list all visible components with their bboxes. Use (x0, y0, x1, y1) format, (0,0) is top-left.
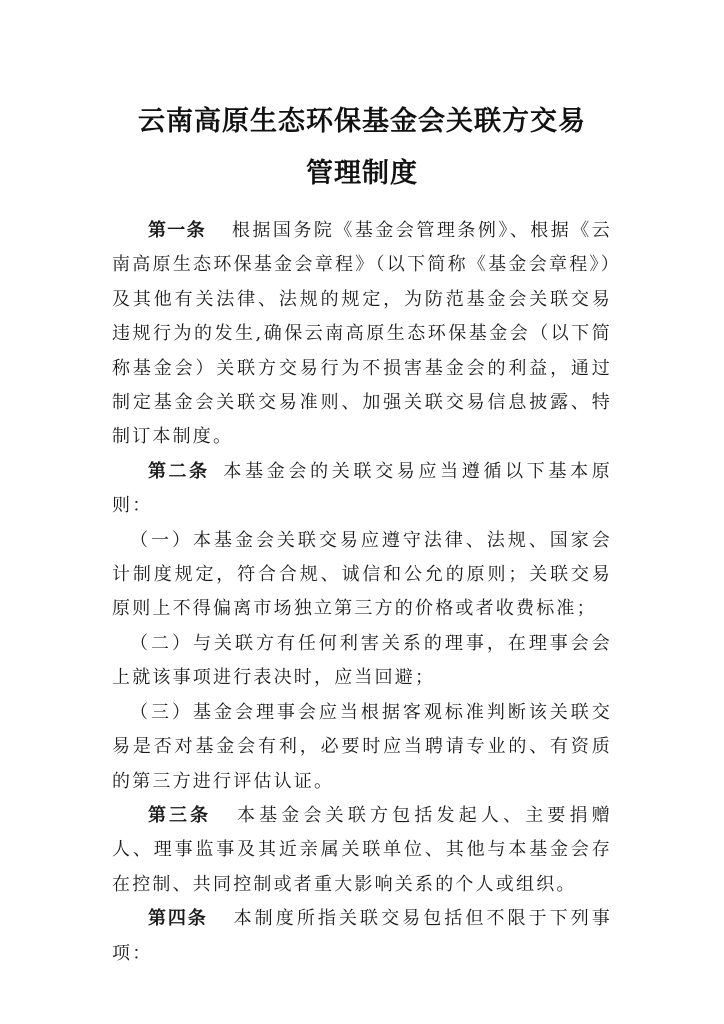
article-3-label: 第三条 (148, 804, 211, 826)
article-2 (112, 455, 612, 524)
article-2-item-3 (112, 696, 612, 799)
article-2-item-2-text: （二）与关联方有任何利害关系的理事，在理事会会上就该事项进行表决时，应当回避； (112, 632, 612, 689)
document-title-line-2: 管理制度 (306, 158, 418, 189)
article-1-label: 第一条 (148, 220, 206, 241)
article-1 (112, 214, 612, 455)
article-2-item-2 (112, 627, 612, 696)
article-4 (112, 902, 612, 971)
article-2-item-1 (112, 524, 612, 627)
article-2-item-3-text: （三）基金会理事会应当根据客观标准判断该关联交易是否对基金会有利，必要时应当聘请专业的、有资质的第三方进行评估认证。 (112, 701, 612, 792)
article-4-text: 本制度所指关联交易包括但不限于下列事项： (112, 908, 612, 964)
article-1-text: 根据国务院《基金会管理条例》、根据《云南高原生态环保基金会章程》（以下简称《基金会章程》）及其他有关法律、法规的规定，为防范基金会关联交易违规行为的发生,确保云南高原生态环保基金会（以下简称基金会）关联方交易行为不损害基金会的利益，通过制定基金会关联交易准则、加强关联交易信息披露、特制订本制度。 (112, 220, 612, 448)
document-title-line-1: 云南高原生态环保基金会关联方交易 (138, 106, 586, 137)
article-3-text: 本基金会关联方包括发起人、主要捐赠人、理事监事及其近亲属关联单位、其他与本基金会存在控制、共同控制或者重大影响关系的个人或组织。 (112, 804, 612, 895)
article-2-item-1-text: （一）本基金会关联交易应遵守法律、法规、国家会计制度规定，符合合规、诚信和公允的原则；关联交易原则上不得偏离市场独立第三方的价格或者收费标准； (112, 529, 612, 620)
article-4-label: 第四条 (148, 908, 208, 930)
document-body (112, 214, 612, 971)
article-3 (112, 799, 612, 902)
article-2-text: 本基金会的关联交易应当遵循以下基本原则： (112, 460, 613, 517)
title-block (0, 96, 724, 200)
article-2-label: 第二条 (148, 460, 210, 482)
